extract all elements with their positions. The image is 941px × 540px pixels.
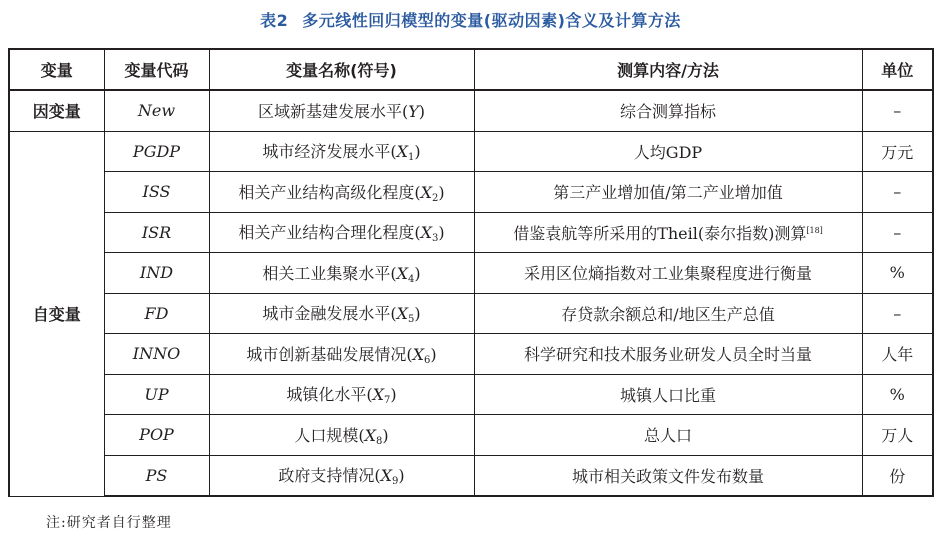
unit-cell: 万人 [862, 415, 933, 456]
variable-name-cell: 相关工业集聚水平$(X_4)$ [209, 253, 474, 294]
variable-symbol-subscript: 7 [384, 395, 391, 407]
variable-name-text: 相关工业集聚水平 [262, 263, 391, 283]
variable-symbol: X [412, 344, 425, 364]
variable-name-text: 相关产业结构合理化程度 [238, 223, 415, 243]
method-text: 第三产业增加值/第二产业增加值 [553, 183, 783, 203]
table-row [9, 131, 933, 172]
variable-name-cell: 城市经济发展水平$(X_1)$ [209, 131, 474, 172]
header-cell-name: 变量名称(符号) [209, 49, 474, 90]
table-body [9, 90, 933, 496]
variable-code-cell: PGDP [104, 131, 209, 172]
table-row [9, 415, 933, 456]
method-text: 科学研究和技术服务业研发人员全时当量 [523, 345, 812, 365]
variable-symbol: X [420, 182, 433, 202]
table-row [9, 90, 933, 131]
table-row [9, 374, 933, 415]
method-cell [474, 374, 862, 415]
variable-name-cell: 城镇化水平$(X_7)$ [209, 374, 474, 415]
variable-code-cell: ISS [104, 172, 209, 213]
variable-code-cell: POP [104, 415, 209, 456]
table-caption-label: 表2 [260, 11, 289, 30]
method-text: 人均GDP [633, 142, 703, 162]
table-row [9, 455, 933, 496]
variable-name-cell: 区域新基建发展水平(Y) [209, 90, 474, 131]
method-cell [474, 334, 862, 375]
header-row [9, 49, 933, 90]
method-text: 城镇人口比重 [619, 385, 716, 405]
method-text: 借鉴袁航等所采用的Theil(泰尔指数)测算 [513, 223, 807, 243]
method-cell [474, 131, 862, 172]
method-text: 综合测算指标 [619, 102, 716, 122]
variable-name-text: 城市创新基础发展情况 [246, 344, 407, 364]
header-cell-method: 测算内容/方法 [474, 49, 862, 90]
variable-symbol-subscript: 6 [424, 354, 431, 366]
variable-symbol: Y [408, 102, 419, 122]
variable-name-text: 城市经济发展水平 [262, 142, 391, 162]
group-cell-dependent: 因变量 [9, 90, 104, 131]
method-cell [474, 90, 862, 131]
variable-symbol: X [420, 223, 433, 243]
variable-symbol: X [396, 304, 409, 324]
variable-name-text: 相关产业结构高级化程度 [238, 182, 415, 202]
unit-cell: – [862, 212, 933, 253]
unit-cell: 人年 [862, 334, 933, 375]
variable-symbol-subscript: 8 [376, 435, 383, 447]
variable-symbol-subscript: 3 [432, 233, 439, 245]
method-cell [474, 253, 862, 294]
header-cell-code: 变量代码 [104, 49, 209, 90]
variable-symbol: X [396, 263, 409, 283]
group-cell-independent: 自变量 [9, 131, 104, 496]
method-cell [474, 293, 862, 334]
unit-cell: 份 [862, 455, 933, 496]
table-row [9, 253, 933, 294]
variable-name-cell: 城市金融发展水平$(X_5)$ [209, 293, 474, 334]
variable-name-text: 人口规模 [294, 425, 359, 445]
variable-symbol: X [364, 425, 377, 445]
table-row [9, 334, 933, 375]
unit-cell: 万元 [862, 131, 933, 172]
variable-name-cell: 相关产业结构合理化程度$(X_3)$ [209, 212, 474, 253]
variable-code-cell: ISR [104, 212, 209, 253]
variable-code-cell: INNO [104, 334, 209, 375]
unit-cell: % [862, 253, 933, 294]
variable-symbol: X [380, 466, 393, 486]
variable-code-cell: FD [104, 293, 209, 334]
variable-name-cell: 政府支持情况$(X_9)$ [209, 455, 474, 496]
method-cell [474, 415, 862, 456]
unit-cell: – [862, 293, 933, 334]
variable-code-cell: IND [104, 253, 209, 294]
method-text: 采用区位熵指数对工业集聚程度进行衡量 [523, 264, 812, 284]
variable-name-text: 城镇化水平 [286, 385, 367, 405]
method-cell [474, 455, 862, 496]
variable-symbol-subscript: 4 [408, 273, 415, 285]
header-cell-unit: 单位 [862, 49, 933, 90]
method-cell [474, 212, 862, 253]
variable-code-cell: PS [104, 455, 209, 496]
table-row [9, 172, 933, 213]
table-caption-text: 多元线性回归模型的变量(驱动因素)含义及计算方法 [302, 11, 681, 30]
citation-reference: [18] [806, 225, 823, 235]
method-text: 总人口 [643, 426, 692, 446]
variable-name-text: 政府支持情况 [278, 466, 375, 486]
variable-name-text: 城市金融发展水平 [262, 304, 391, 324]
unit-cell: – [862, 90, 933, 131]
variable-symbol: X [396, 142, 409, 162]
table-row [9, 212, 933, 253]
table-note: 注:研究者自行整理 [46, 515, 172, 531]
variables-table [8, 48, 934, 497]
variable-symbol-subscript: 5 [408, 314, 415, 326]
table-caption [0, 8, 941, 31]
table-row [9, 293, 933, 334]
method-text: 城市相关政策文件发布数量 [571, 466, 764, 486]
variable-symbol: X [372, 385, 385, 405]
unit-cell: – [862, 172, 933, 213]
variable-name-text: 区域新基建发展水平 [257, 102, 402, 122]
variable-symbol-subscript: 2 [432, 192, 439, 204]
variable-code-cell: New [104, 90, 209, 131]
variable-code-cell: UP [104, 374, 209, 415]
method-cell [474, 172, 862, 213]
variable-symbol-subscript: 1 [408, 152, 415, 164]
variable-name-cell: 城市创新基础发展情况$(X_6)$ [209, 334, 474, 375]
variable-symbol-subscript: 9 [392, 476, 399, 488]
variable-name-cell: 人口规模$(X_8)$ [209, 415, 474, 456]
unit-cell: % [862, 374, 933, 415]
header-cell-variable: 变量 [9, 49, 104, 90]
method-text: 存贷款余额总和/地区生产总值 [561, 304, 775, 324]
variable-name-cell: 相关产业结构高级化程度$(X_2)$ [209, 172, 474, 213]
